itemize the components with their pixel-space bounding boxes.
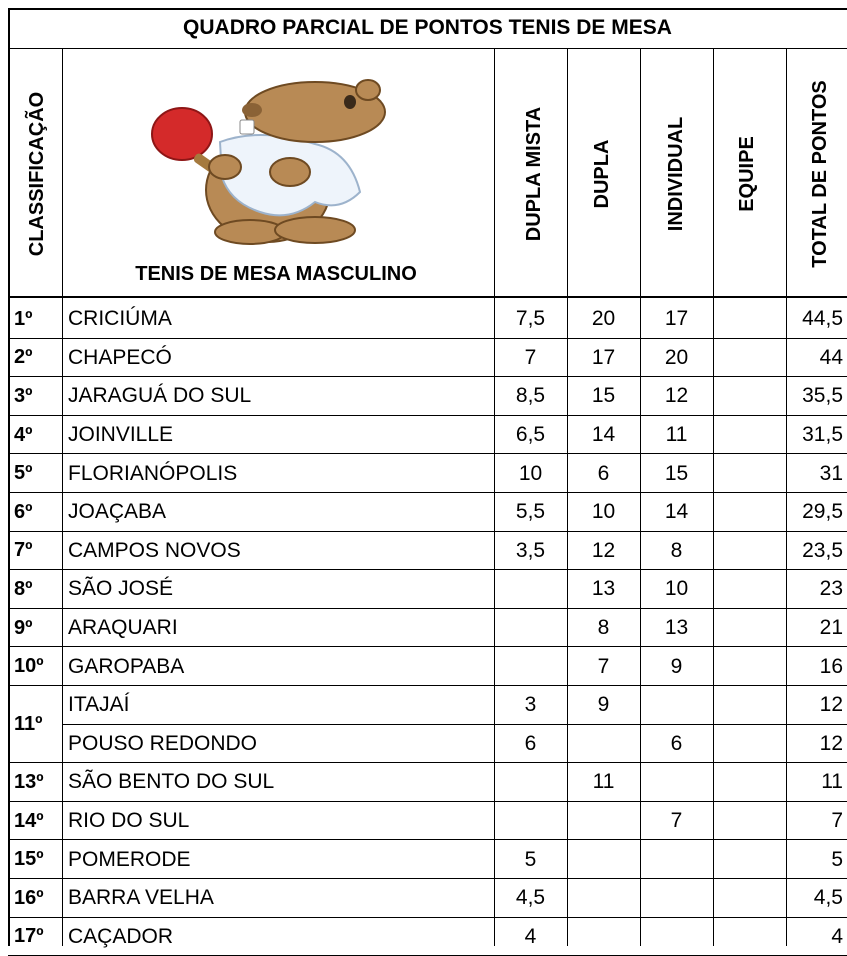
total-cell: 35,5 [802,384,843,408]
dupla-mista-cell: 3,5 [515,538,546,562]
equipe-cell [713,377,786,416]
rank-cell: 1º [14,307,33,330]
total-cell: 21 [819,616,843,640]
dupla-mista-cell: 3 [524,693,537,717]
dupla-cell [567,918,640,956]
city-cell: RIO DO SUL [68,809,190,833]
dupla-mista-cell [494,763,567,802]
rank-cell: 6º [14,500,33,523]
header-total: TOTAL DE PONTOS [809,80,831,268]
dupla-cell: 9 [597,693,610,717]
rank-cell: 8º [14,577,33,600]
dupla-mista-cell: 4,5 [515,886,546,910]
city-cell: CAMPOS NOVOS [68,538,241,562]
individual-cell: 15 [664,461,689,485]
individual-cell [640,763,713,802]
individual-cell [640,686,713,725]
grid-line [8,839,847,840]
grid-line [8,8,10,946]
dupla-mista-cell: 5,5 [515,500,546,524]
rank-cell: 9º [14,616,33,639]
table-title: QUADRO PARCIAL DE PONTOS TENIS DE MESA [183,16,672,39]
city-cell: GAROPABA [68,654,185,678]
total-cell: 16 [819,654,843,678]
dupla-cell: 12 [591,538,616,562]
total-cell: 5 [831,847,843,871]
city-cell: ARAQUARI [68,616,178,640]
dupla-cell [567,879,640,918]
equipe-cell [713,609,786,648]
equipe-cell [713,686,786,725]
grid-line [8,453,847,454]
header-classificacao: CLASSIFICAÇÃO [26,91,48,257]
individual-cell: 12 [664,384,689,408]
grid-line [8,685,847,686]
rank-cell: 11º [14,713,43,736]
rank-cell: 15º [14,848,44,871]
total-cell: 44 [819,345,843,369]
individual-cell: 8 [670,538,683,562]
rank-cell: 4º [14,423,33,446]
grid-line [8,492,847,493]
city-cell: POMERODE [68,847,191,871]
grid-line [8,415,847,416]
dupla-cell: 7 [597,654,610,678]
individual-cell [640,840,713,879]
header-dupla: DUPLA [591,139,613,209]
dupla-mista-cell: 7 [524,345,537,369]
individual-cell [640,879,713,918]
grid-line [8,801,847,802]
rank-cell: 16º [14,886,44,909]
dupla-mista-cell: 4 [524,924,537,948]
city-cell: SÃO JOSÉ [68,577,174,601]
dupla-cell: 10 [591,500,616,524]
dupla-cell: 14 [591,423,616,447]
dupla-mista-cell: 5 [524,847,537,871]
header-dupla-mista: DUPLA MISTA [523,106,545,242]
grid-line [8,338,847,339]
grid-line [8,8,847,10]
individual-cell: 17 [664,307,689,331]
city-cell: ITAJAÍ [68,693,130,717]
individual-cell: 9 [670,654,683,678]
grid-line [8,569,847,570]
grid-line [786,48,787,946]
dupla-cell [567,802,640,841]
dupla-cell: 20 [591,307,616,331]
grid-line [8,296,847,298]
individual-cell: 7 [670,809,683,833]
total-cell: 12 [819,731,843,755]
total-cell: 44,5 [802,307,843,331]
dupla-mista-cell [494,802,567,841]
individual-cell: 10 [664,577,689,601]
grid-line [8,608,847,609]
equipe-cell [713,725,786,764]
equipe-cell [713,647,786,686]
grid-line [8,646,847,647]
city-cell: POUSO REDONDO [68,731,258,755]
total-cell: 31 [819,461,843,485]
dupla-cell: 11 [592,770,615,794]
total-cell: 4 [831,924,843,948]
equipe-cell [713,532,786,571]
rank-cell: 7º [14,539,33,562]
total-cell: 23 [819,577,843,601]
city-cell: JARAGUÁ DO SUL [68,384,252,408]
dupla-cell: 6 [597,461,610,485]
grid-line [8,762,847,763]
grid-line [713,48,714,946]
equipe-cell [713,918,786,956]
total-cell: 11 [821,770,843,794]
grid-line [62,724,847,725]
rank-cell: 13º [14,770,44,793]
dupla-cell: 15 [591,384,616,408]
dupla-mista-cell: 8,5 [515,384,546,408]
sheet-subtitle: TENIS DE MESA MASCULINO [135,262,417,285]
city-cell: CAÇADOR [68,924,174,948]
grid-line [494,48,495,946]
rank-cell: 17º [14,925,44,948]
individual-cell: 6 [670,731,683,755]
total-cell: 29,5 [802,500,843,524]
grid-line [567,48,568,946]
rank-cell: 5º [14,462,33,485]
rank-cell: 10º [14,655,44,678]
equipe-cell [713,570,786,609]
equipe-cell [713,493,786,532]
dupla-cell: 17 [591,345,616,369]
city-cell: CRICIÚMA [68,307,172,331]
dupla-mista-cell: 7,5 [515,307,546,331]
dupla-mista-cell: 10 [518,461,543,485]
dupla-mista-cell [494,647,567,686]
city-cell: CHAPECÓ [68,345,172,369]
dupla-cell [567,840,640,879]
individual-cell: 14 [664,500,689,524]
equipe-cell [713,454,786,493]
individual-cell: 13 [664,616,689,640]
total-cell: 23,5 [802,538,843,562]
city-cell: FLORIANÓPOLIS [68,461,238,485]
rank-cell: 3º [14,384,33,407]
rank-cell: 14º [14,809,44,832]
grid-line [8,48,847,49]
individual-cell: 20 [664,345,689,369]
total-cell: 12 [819,693,843,717]
header-individual: INDIVIDUAL [665,116,687,232]
dupla-mista-cell [494,570,567,609]
grid-line [8,531,847,532]
city-cell: JOINVILLE [68,423,174,447]
rank-cell: 2º [14,346,33,369]
equipe-cell [713,802,786,841]
city-cell: JOAÇABA [68,500,167,524]
equipe-cell [713,300,786,339]
city-cell: BARRA VELHA [68,886,214,910]
total-cell: 31,5 [802,423,843,447]
capybara-mascot-icon [140,72,400,252]
header-equipe: EQUIPE [736,136,758,212]
grid-line [8,917,847,918]
total-cell: 7 [831,809,843,833]
equipe-cell [713,840,786,879]
dupla-cell: 8 [597,616,610,640]
dupla-mista-cell: 6 [524,731,537,755]
grid-line [62,48,63,946]
equipe-cell [713,763,786,802]
individual-cell [640,918,713,956]
grid-line [8,878,847,879]
equipe-cell [713,416,786,455]
grid-line [8,376,847,377]
dupla-cell [567,725,640,764]
equipe-cell [713,339,786,378]
dupla-mista-cell [494,609,567,648]
equipe-cell [713,879,786,918]
individual-cell: 11 [665,423,688,447]
dupla-mista-cell: 6,5 [515,423,546,447]
city-cell: SÃO BENTO DO SUL [68,770,275,794]
grid-line [640,48,641,946]
dupla-cell: 13 [591,577,616,601]
total-cell: 4,5 [813,886,843,910]
